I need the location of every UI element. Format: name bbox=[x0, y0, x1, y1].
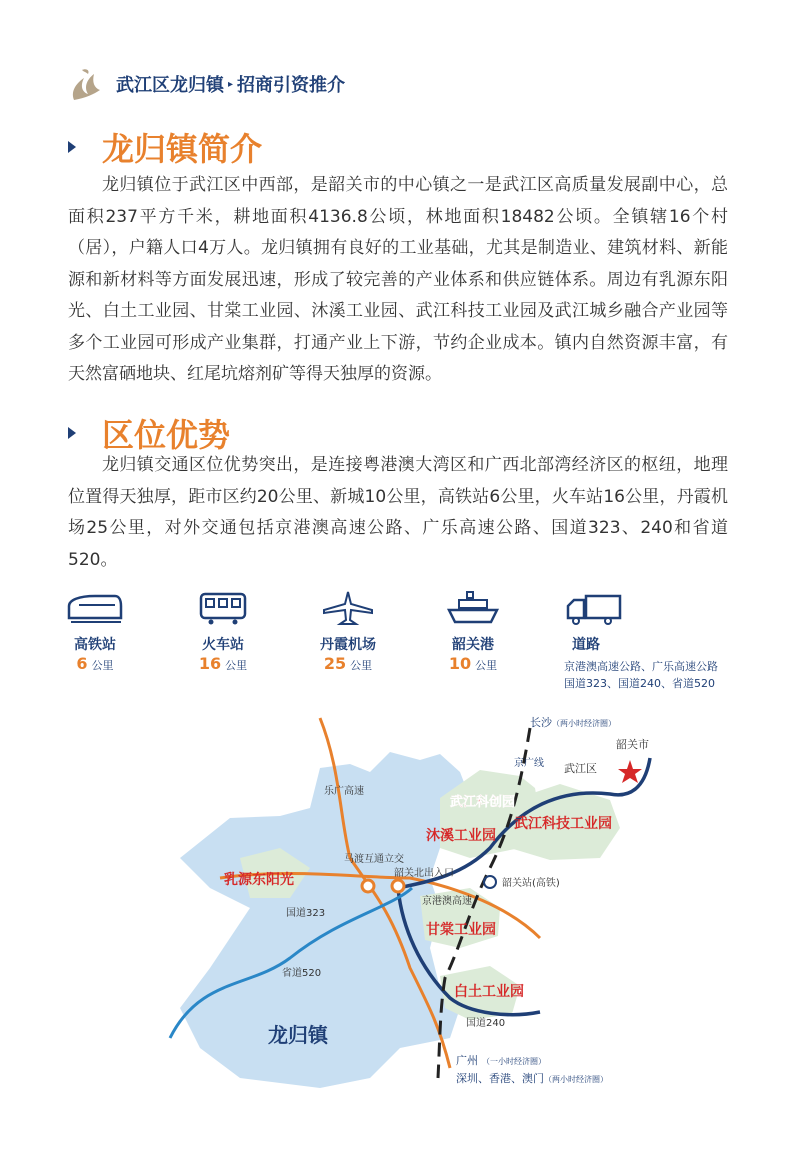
label-gz-note: （一小时经济圈） bbox=[482, 1057, 546, 1066]
location-title: 区位优势 bbox=[102, 416, 231, 454]
road-line-1: 京港澳高速公路、广乐高速公路 bbox=[564, 660, 718, 673]
label-wjkj: 武江科技工业园 bbox=[514, 816, 612, 832]
location-body: 龙归镇交通区位优势突出，是连接粤港澳大湾区和广西北部湾经济区的枢纽，地理位置得天独厚，距市区约20公里、新城10公里，高铁站6公里，火车站16公里，丹霞机场25公里，对外交通包括京港澳高速公路、广乐高速公路、国道323、240和省道520。 bbox=[68, 455, 728, 570]
stat-name: 韶关港 bbox=[452, 637, 494, 653]
label-north-exit: 韶关北出入口 bbox=[394, 868, 454, 879]
road-line-2: 国道323、国道240、省道520 bbox=[564, 677, 715, 690]
label-wujiang: 武江区 bbox=[564, 762, 597, 775]
label-wjkc: 武江科创园 bbox=[450, 795, 516, 810]
label-szxgam: 深圳、香港、澳门 bbox=[456, 1072, 544, 1085]
high-speed-train-icon bbox=[65, 590, 125, 626]
label-sd520: 省道520 bbox=[282, 968, 322, 979]
page-header bbox=[64, 64, 345, 104]
stat-value: 10 bbox=[448, 654, 472, 673]
header-arrow-icon: ▸ bbox=[228, 78, 234, 90]
header-subtitle: 招商引资推介 bbox=[237, 75, 346, 96]
label-gd240: 国道240 bbox=[466, 1018, 506, 1029]
label-jingguang: 京广线 bbox=[514, 758, 544, 769]
stat-road bbox=[564, 590, 744, 692]
train-icon bbox=[193, 590, 253, 626]
intro-title: 龙归镇简介 bbox=[102, 130, 263, 168]
stat-name: 高铁站 bbox=[74, 637, 116, 653]
stat-name: 丹霞机场 bbox=[320, 637, 376, 653]
label-szxgam-note: （两小时经济圈） bbox=[544, 1075, 608, 1084]
label-guangzhou: 广州 bbox=[456, 1054, 478, 1067]
section-marker-icon bbox=[68, 141, 76, 153]
road-name: 道路 bbox=[572, 637, 600, 653]
label-baitu: 白土工业园 bbox=[454, 984, 524, 1000]
header-title: 武江区龙归镇 bbox=[116, 75, 224, 96]
label-leguang: 乐广高速 bbox=[324, 786, 364, 797]
label-jga: 京港澳高速 bbox=[422, 896, 472, 907]
stat-value: 16 bbox=[198, 654, 222, 673]
station-icon bbox=[484, 876, 496, 888]
label-changsha-note: （两小时经济圈） bbox=[552, 719, 616, 728]
stat-port bbox=[438, 590, 508, 673]
stat-unit: 公里 bbox=[225, 659, 248, 672]
label-gantang: 甘棠工业园 bbox=[426, 922, 496, 938]
stat-high-speed-rail bbox=[60, 590, 130, 673]
shaoguan-city-star-icon bbox=[618, 760, 642, 783]
stat-unit: 公里 bbox=[91, 659, 114, 672]
truck-icon bbox=[564, 590, 624, 626]
ship-icon bbox=[443, 590, 503, 626]
label-mxgy: 沐溪工业园 bbox=[426, 828, 496, 844]
stat-value: 25 bbox=[323, 654, 347, 673]
airplane-icon bbox=[318, 590, 378, 626]
location-map bbox=[140, 708, 740, 1098]
label-changsha: 长沙 bbox=[530, 716, 552, 729]
stat-name: 火车站 bbox=[202, 637, 244, 653]
label-madu: 马渡互通立交 bbox=[344, 854, 404, 865]
transport-stats bbox=[60, 590, 760, 690]
label-gd323: 国道323 bbox=[286, 908, 326, 919]
madu-interchange-icon bbox=[362, 880, 374, 892]
label-shaoguan: 韶关市 bbox=[616, 738, 649, 751]
label-station: 韶关站(高铁) bbox=[502, 878, 560, 889]
stat-unit: 公里 bbox=[475, 659, 498, 672]
stat-value: 6 bbox=[76, 654, 88, 673]
intro-body: 龙归镇位于武江区中西部，是韶关市的中心镇之一是武江区高质量发展副中心，总面积237平方千米，耕地面积4136.8公顷，林地面积18482公顷。全镇辖16个村（居），户籍人口4万人。龙归镇拥有良好的工业基础，尤其是制造业、建筑材料、新能源和新材料等方面发展迅速，形成了较完善的产业体系和供应链体系。周边有乳源东阳光、白土工业园、甘棠工业园、沐溪工业园、武江科技工业园及武江城乡融合产业园等多个工业园可形成产业集群，打通产业上下游，节约企业成本。镇内自然资源丰富，有天然富硒地块、红尾坑熔剂矿等得天独厚的资源。 bbox=[68, 175, 728, 384]
shaoguan-north-exit-icon bbox=[392, 880, 404, 892]
stat-airport bbox=[308, 590, 388, 673]
label-ruyuan: 乳源东阳光 bbox=[224, 872, 294, 888]
stat-train-station bbox=[188, 590, 258, 673]
section-marker-icon bbox=[68, 427, 76, 439]
label-longgui: 龙归镇 bbox=[268, 1023, 328, 1047]
stat-unit: 公里 bbox=[350, 659, 373, 672]
brand-logo-icon bbox=[64, 64, 108, 104]
intro-heading bbox=[68, 124, 262, 170]
